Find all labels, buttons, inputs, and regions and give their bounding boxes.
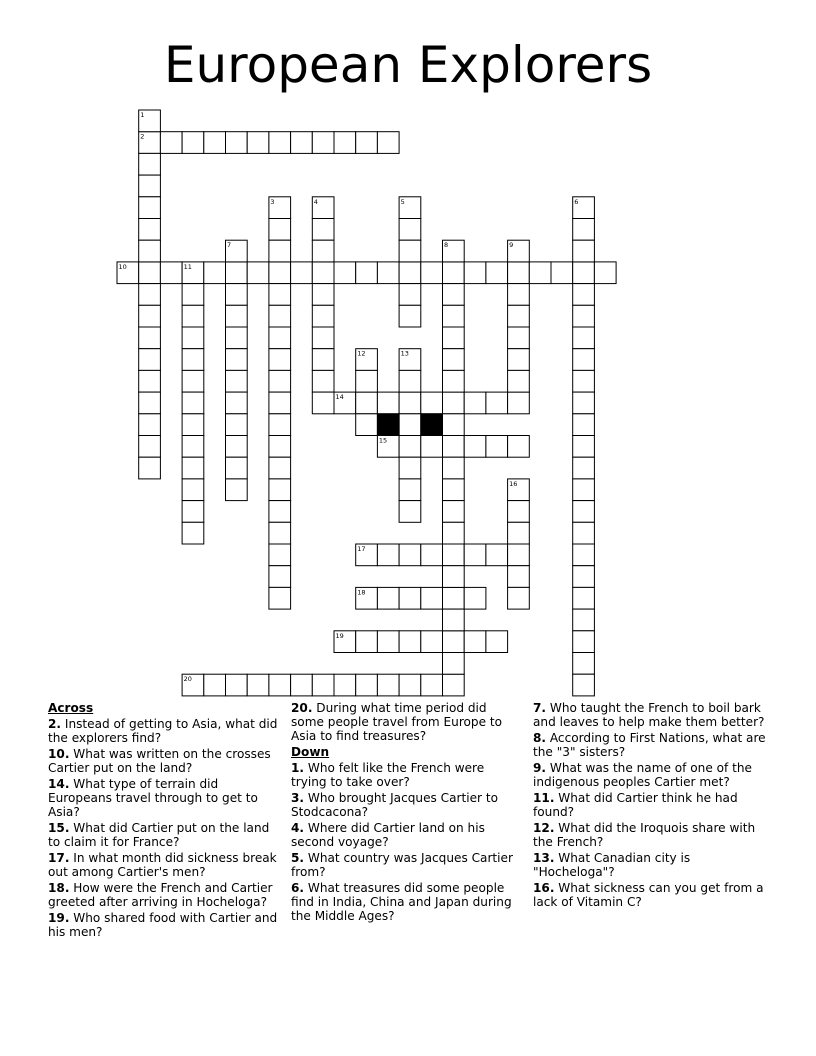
grid-cell[interactable] xyxy=(443,436,465,458)
cell-number: 14 xyxy=(335,393,344,402)
grid-cell[interactable] xyxy=(182,284,204,306)
grid-cell[interactable] xyxy=(443,522,465,544)
grid-cell[interactable] xyxy=(312,392,334,414)
grid-cell[interactable] xyxy=(226,414,248,436)
clue-down-11: 11. What did Cartier think he had found? xyxy=(533,791,738,819)
cell-number: 13 xyxy=(400,349,409,358)
grid-cell[interactable] xyxy=(573,566,595,588)
grid-cell[interactable] xyxy=(573,631,595,653)
clue-down-4: 4. Where did Cartier land on his second voyage? xyxy=(291,821,485,849)
grid-cell[interactable] xyxy=(226,132,248,154)
grid-cell[interactable] xyxy=(139,327,161,349)
clue-down-7: 7. Who taught the French to boil bark and leaves to help make them better? xyxy=(533,701,765,729)
grid-cell[interactable] xyxy=(226,370,248,392)
grid-cell[interactable] xyxy=(204,674,226,696)
grid-cell[interactable] xyxy=(508,392,530,414)
grid-cell[interactable] xyxy=(573,284,595,306)
grid-cell[interactable] xyxy=(377,132,399,154)
grid-cell[interactable] xyxy=(529,262,551,284)
grid-cell[interactable] xyxy=(421,436,443,458)
grid-cell[interactable] xyxy=(486,262,508,284)
grid-cell[interactable] xyxy=(508,544,530,566)
grid-cell[interactable] xyxy=(573,414,595,436)
grid-cell[interactable] xyxy=(399,392,421,414)
grid-cell[interactable] xyxy=(312,240,334,262)
clue-down-9: 9. What was the name of one of the indigenous peoples Cartier met? xyxy=(533,761,752,789)
grid-cell[interactable] xyxy=(443,414,465,436)
grid-cell[interactable] xyxy=(573,219,595,241)
clue-across-18: 18. How were the French and Cartier greeted after arriving in Hocheloga? xyxy=(48,881,273,909)
grid-cell[interactable] xyxy=(486,544,508,566)
grid-cell[interactable] xyxy=(443,566,465,588)
grid-cell[interactable] xyxy=(399,544,421,566)
grid-cell[interactable] xyxy=(334,674,356,696)
grid-cell[interactable] xyxy=(269,522,291,544)
grid-cell[interactable] xyxy=(573,436,595,458)
clue-down-8: 8. According to First Nations, what are the "3" sisters? xyxy=(533,731,766,759)
grid-cell[interactable] xyxy=(421,262,443,284)
grid-cell[interactable] xyxy=(269,262,291,284)
grid-cell[interactable] xyxy=(247,132,269,154)
grid-cell[interactable] xyxy=(573,305,595,327)
cell-number: 1 xyxy=(140,111,145,119)
grid-cell[interactable] xyxy=(226,262,248,284)
grid-cell[interactable] xyxy=(443,609,465,631)
grid-cell[interactable] xyxy=(269,501,291,523)
grid-cell[interactable] xyxy=(464,587,486,609)
cell-number: 3 xyxy=(270,197,275,206)
grid-cell[interactable] xyxy=(139,414,161,436)
grid-cell[interactable] xyxy=(377,631,399,653)
grid-cell[interactable] xyxy=(160,262,182,284)
grid-cell[interactable] xyxy=(443,327,465,349)
grid-cell[interactable] xyxy=(139,457,161,479)
grid-cell[interactable] xyxy=(269,479,291,501)
grid-cell[interactable] xyxy=(573,479,595,501)
clue-across-10: 10. What was written on the crosses Cartier put on the land? xyxy=(48,747,271,775)
grid-cell[interactable] xyxy=(139,392,161,414)
grid-cell[interactable] xyxy=(443,674,465,696)
grid-cell[interactable] xyxy=(399,370,421,392)
cell-number: 5 xyxy=(400,197,405,206)
cell-number: 18 xyxy=(357,588,366,597)
grid-cell[interactable] xyxy=(508,587,530,609)
cell-number: 20 xyxy=(183,675,192,684)
grid-cell[interactable] xyxy=(269,566,291,588)
grid-cell[interactable] xyxy=(226,674,248,696)
grid-cell[interactable] xyxy=(377,674,399,696)
grid-cell[interactable] xyxy=(269,392,291,414)
grid-cell[interactable] xyxy=(226,349,248,371)
clue-down-12: 12. What did the Iroquois share with the French? xyxy=(533,821,756,849)
grid-cell[interactable] xyxy=(399,501,421,523)
cell-number: 11 xyxy=(183,262,192,271)
grid-cell[interactable] xyxy=(464,544,486,566)
grid-cell[interactable] xyxy=(399,631,421,653)
grid-cell[interactable] xyxy=(312,674,334,696)
cell-number: 12 xyxy=(357,349,366,358)
grid-cell[interactable] xyxy=(312,219,334,241)
cell-number: 9 xyxy=(509,241,514,250)
clues-column-1 xyxy=(48,701,280,941)
grid-cell[interactable] xyxy=(139,153,161,175)
grid-cell[interactable] xyxy=(443,392,465,414)
grid-cell[interactable] xyxy=(226,305,248,327)
grid-cell[interactable] xyxy=(443,479,465,501)
grid-cell[interactable] xyxy=(399,262,421,284)
grid-cell[interactable] xyxy=(508,370,530,392)
grid-cell[interactable] xyxy=(356,674,378,696)
grid-cell[interactable] xyxy=(312,349,334,371)
cell-number: 15 xyxy=(378,436,388,445)
grid-cell[interactable] xyxy=(182,457,204,479)
grid-cell[interactable] xyxy=(464,262,486,284)
grid-cell[interactable] xyxy=(421,587,443,609)
grid-cell[interactable] xyxy=(139,349,161,371)
grid-cell[interactable] xyxy=(573,262,595,284)
grid-cell[interactable] xyxy=(334,262,356,284)
grid-cell[interactable] xyxy=(356,414,378,436)
grid-cell[interactable] xyxy=(247,262,269,284)
grid-cell[interactable] xyxy=(182,479,204,501)
clue-down-1: 1. Who felt like the French were trying to take over? xyxy=(291,761,485,789)
grid-cell[interactable] xyxy=(464,392,486,414)
grid-cell[interactable] xyxy=(291,132,313,154)
grid-cell[interactable] xyxy=(421,392,443,414)
grid-cell[interactable] xyxy=(356,392,378,414)
grid-cell[interactable] xyxy=(377,392,399,414)
grid-cell[interactable] xyxy=(269,674,291,696)
clue-down-13: 13. What Canadian city is "Hocheloga"? xyxy=(533,851,691,879)
grid-cell[interactable] xyxy=(226,457,248,479)
grid-cell[interactable] xyxy=(356,262,378,284)
grid-cell[interactable] xyxy=(204,132,226,154)
grid-cell[interactable] xyxy=(573,522,595,544)
grid-cell[interactable] xyxy=(508,522,530,544)
grid-cell[interactable] xyxy=(508,349,530,371)
grid-cell[interactable] xyxy=(486,392,508,414)
grid-cell-black xyxy=(377,414,399,436)
grid-cell[interactable] xyxy=(573,674,595,696)
grid-cell[interactable] xyxy=(508,327,530,349)
grid-cell[interactable] xyxy=(377,262,399,284)
grid-cell[interactable] xyxy=(573,349,595,371)
grid-cell[interactable] xyxy=(312,262,334,284)
grid-cell[interactable] xyxy=(421,544,443,566)
grid-cell[interactable] xyxy=(291,674,313,696)
grid-cell[interactable] xyxy=(269,414,291,436)
cell-number: 19 xyxy=(335,631,344,640)
clue-down-6: 6. What treasures did some people find in India, China and Japan during the Middle Ages? xyxy=(291,881,512,923)
cell-number: 4 xyxy=(313,197,318,206)
clue-across-17: 17. In what month did sickness break out among Cartier's men? xyxy=(48,851,277,879)
grid-cell[interactable] xyxy=(291,262,313,284)
down-heading: Down xyxy=(291,745,330,759)
clue-across-20: 20. During what time period did some people travel from Europe to Asia to find treasures? xyxy=(291,701,503,743)
grid-cell[interactable] xyxy=(139,197,161,219)
grid-cell[interactable] xyxy=(464,436,486,458)
grid-cell[interactable] xyxy=(573,457,595,479)
grid-cell[interactable] xyxy=(269,284,291,306)
grid-cell[interactable] xyxy=(399,436,421,458)
grid-cell[interactable] xyxy=(377,544,399,566)
grid-cell[interactable] xyxy=(508,262,530,284)
grid-cell[interactable] xyxy=(139,370,161,392)
grid-cell[interactable] xyxy=(139,240,161,262)
grid-cell[interactable] xyxy=(443,501,465,523)
grid-cell[interactable] xyxy=(399,587,421,609)
cell-number: 2 xyxy=(140,132,145,141)
grid-cell[interactable] xyxy=(269,587,291,609)
grid-cell[interactable] xyxy=(182,305,204,327)
grid-cell[interactable] xyxy=(573,392,595,414)
grid-cell[interactable] xyxy=(399,414,421,436)
clues-column-3 xyxy=(533,701,773,911)
page-title: European Explorers xyxy=(163,36,653,94)
grid-cell[interactable] xyxy=(443,349,465,371)
grid-cell[interactable] xyxy=(139,305,161,327)
grid-cell[interactable] xyxy=(312,327,334,349)
cell-number: 10 xyxy=(118,262,127,271)
grid-cell[interactable] xyxy=(573,327,595,349)
grid-cell[interactable] xyxy=(421,674,443,696)
grid-cell[interactable] xyxy=(443,284,465,306)
grid-cell[interactable] xyxy=(226,284,248,306)
grid-cell[interactable] xyxy=(182,392,204,414)
grid-cell[interactable] xyxy=(182,370,204,392)
grid-cell[interactable] xyxy=(312,284,334,306)
grid-cell[interactable] xyxy=(182,349,204,371)
clue-across-19: 19. Who shared food with Cartier and his men? xyxy=(48,911,278,939)
grid-cell[interactable] xyxy=(226,327,248,349)
grid-cell[interactable] xyxy=(421,631,443,653)
grid-cell[interactable] xyxy=(269,240,291,262)
grid-cell[interactable] xyxy=(508,436,530,458)
grid-cell[interactable] xyxy=(594,262,616,284)
grid-cell[interactable] xyxy=(399,219,421,241)
grid-cell[interactable] xyxy=(443,262,465,284)
grid-cell[interactable] xyxy=(573,370,595,392)
grid-cell[interactable] xyxy=(443,457,465,479)
grid-cell[interactable] xyxy=(443,653,465,675)
grid-cell[interactable] xyxy=(334,132,356,154)
grid-cell[interactable] xyxy=(182,414,204,436)
clue-down-5: 5. What country was Jacques Cartier from? xyxy=(291,851,513,879)
grid-cell[interactable] xyxy=(139,262,161,284)
grid-cell[interactable] xyxy=(443,544,465,566)
grid-cell[interactable] xyxy=(226,392,248,414)
grid-cell[interactable] xyxy=(486,436,508,458)
grid-cell[interactable] xyxy=(399,674,421,696)
clue-down-16: 16. What sickness can you get from a lack of Vitamin C? xyxy=(533,881,764,909)
clue-across-2: 2. Instead of getting to Asia, what did the explorers find? xyxy=(48,717,278,745)
grid-cell[interactable] xyxy=(573,501,595,523)
grid-cell-black xyxy=(421,414,443,436)
grid-cell[interactable] xyxy=(139,284,161,306)
grid-cell[interactable] xyxy=(182,132,204,154)
grid-cell[interactable] xyxy=(226,436,248,458)
across-heading: Across xyxy=(48,701,94,715)
clue-across-15: 15. What did Cartier put on the land to claim it for France? xyxy=(48,821,270,849)
grid-cell[interactable] xyxy=(312,305,334,327)
grid-cell[interactable] xyxy=(204,262,226,284)
grid-cell[interactable] xyxy=(269,457,291,479)
grid-cell[interactable] xyxy=(269,305,291,327)
grid-cell[interactable] xyxy=(508,305,530,327)
grid-cell[interactable] xyxy=(573,609,595,631)
grid-cell[interactable] xyxy=(399,305,421,327)
grid-cell[interactable] xyxy=(573,587,595,609)
grid-cell[interactable] xyxy=(377,587,399,609)
grid-cell[interactable] xyxy=(182,501,204,523)
grid-cell[interactable] xyxy=(573,653,595,675)
grid-cell[interactable] xyxy=(551,262,573,284)
grid-cell[interactable] xyxy=(399,479,421,501)
cell-number: 8 xyxy=(444,241,449,250)
grid-cell[interactable] xyxy=(399,457,421,479)
grid-cell[interactable] xyxy=(182,522,204,544)
grid-cell[interactable] xyxy=(508,501,530,523)
grid-cell[interactable] xyxy=(139,175,161,197)
grid-cell[interactable] xyxy=(508,284,530,306)
clue-across-14: 14. What type of terrain did Europeans travel through to get to Asia? xyxy=(48,777,258,819)
grid-cell[interactable] xyxy=(464,631,486,653)
grid-cell[interactable] xyxy=(356,132,378,154)
grid-cell[interactable] xyxy=(443,305,465,327)
grid-cell[interactable] xyxy=(312,132,334,154)
grid-cell[interactable] xyxy=(443,587,465,609)
grid-cell[interactable] xyxy=(182,436,204,458)
grid-cell[interactable] xyxy=(269,370,291,392)
cell-number: 16 xyxy=(509,479,518,488)
grid-cell[interactable] xyxy=(139,219,161,241)
grid-cell[interactable] xyxy=(182,327,204,349)
clues-column-2 xyxy=(291,701,523,925)
grid-cell[interactable] xyxy=(139,436,161,458)
grid-cell[interactable] xyxy=(356,631,378,653)
grid-cell[interactable] xyxy=(573,240,595,262)
grid-cell[interactable] xyxy=(486,631,508,653)
grid-cell[interactable] xyxy=(269,436,291,458)
grid-cell[interactable] xyxy=(269,544,291,566)
grid-cell[interactable] xyxy=(247,674,269,696)
cell-number: 17 xyxy=(357,545,366,553)
grid-cell[interactable] xyxy=(269,132,291,154)
grid-cell[interactable] xyxy=(269,219,291,241)
grid-cell[interactable] xyxy=(399,284,421,306)
grid-cell[interactable] xyxy=(269,327,291,349)
grid-cell[interactable] xyxy=(226,479,248,501)
grid-cell[interactable] xyxy=(356,370,378,392)
grid-cell[interactable] xyxy=(269,349,291,371)
grid-cell[interactable] xyxy=(443,370,465,392)
clue-down-3: 3. Who brought Jacques Cartier to Stodcacona? xyxy=(291,791,498,819)
grid-cell[interactable] xyxy=(573,544,595,566)
cell-number: 6 xyxy=(574,197,579,206)
grid-cell[interactable] xyxy=(312,370,334,392)
grid-cell[interactable] xyxy=(508,566,530,588)
grid-cell[interactable] xyxy=(443,631,465,653)
cell-number: 7 xyxy=(227,241,232,250)
grid-cell[interactable] xyxy=(399,240,421,262)
grid-cell[interactable] xyxy=(160,132,182,154)
